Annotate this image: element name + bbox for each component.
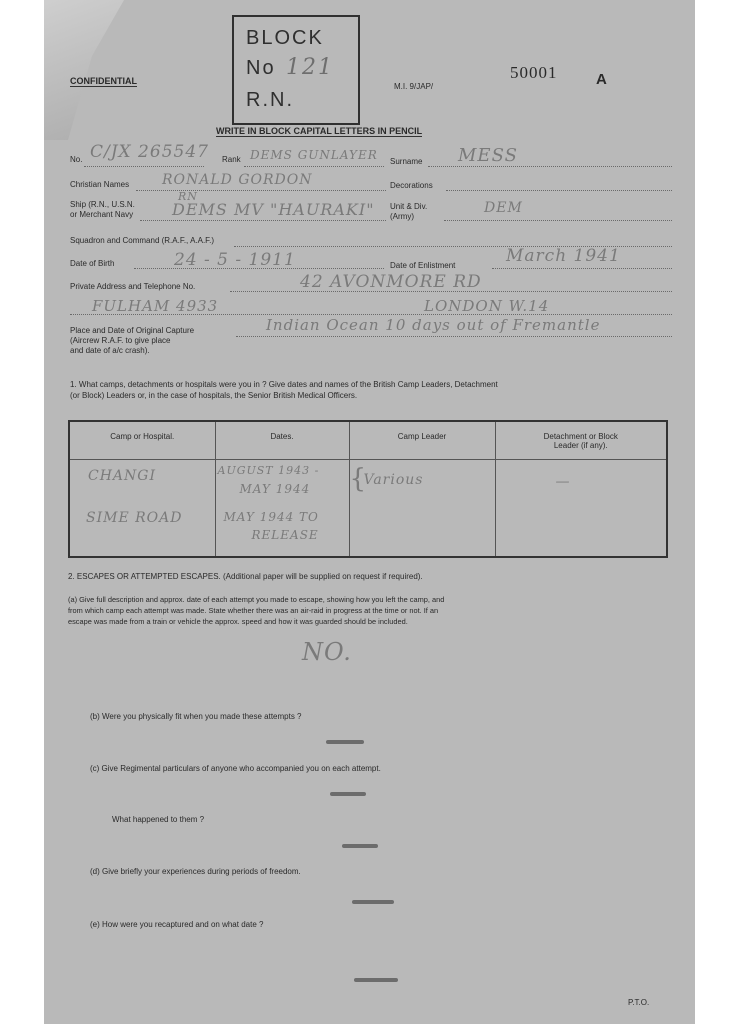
no-label: No. <box>70 155 83 164</box>
christian-label: Christian Names <box>70 180 130 189</box>
unit-label-1: Unit & Div. <box>390 202 428 211</box>
address-value: 42 AVONMORE RD <box>300 272 482 292</box>
serial-suffix: A <box>596 71 607 88</box>
q2-title: 2. ESCAPES OR ATTEMPTED ESCAPES. (Additional paper will be supplied on request if required). <box>68 572 423 581</box>
serial-number: 50001 <box>510 63 558 82</box>
detachment-cell <box>495 459 667 557</box>
ship-label-2: or Merchant Navy <box>70 210 134 219</box>
dates-1b: MAY 1944 <box>239 481 311 496</box>
q2a-line1: (a) Give full description and approx. date of each attempt you made to escape, showing how you left the camp, and <box>68 595 445 604</box>
christian-value: RONALD GORDON <box>162 172 313 188</box>
surname-value: MESS <box>458 145 518 166</box>
q2a-line2: from which camp each attempt was made. State whether there was an air-raid in progress at the time or not. If an <box>68 606 439 615</box>
detachment-1: — <box>555 473 571 490</box>
confidential-label: CONFIDENTIAL <box>70 76 137 86</box>
instruction-heading: WRITE IN BLOCK CAPITAL LETTERS IN PENCIL <box>216 126 423 136</box>
pto-label: P.T.O. <box>628 998 650 1007</box>
capture-label-2: (Aircrew R.A.F. to give place <box>70 336 171 345</box>
q2c: (c) Give Regimental particulars of anyone who accompanied you on each attempt. <box>90 764 381 773</box>
dates-2a: MAY 1944 TO <box>223 509 319 524</box>
leader-cell <box>349 459 495 557</box>
col-dates-header: Dates. <box>215 421 349 459</box>
capture-value: Indian Ocean 10 days out of Fremantle <box>266 316 601 334</box>
block-stamp <box>232 15 360 125</box>
q1-line2: (or Block) Leaders or, in the case of hospitals, the Senior British Medical Officers. <box>70 391 358 400</box>
camp-2: SIME ROAD <box>86 509 183 526</box>
col-detachment-header <box>495 421 667 459</box>
q2e: (e) How were you recaptured and on what date ? <box>90 920 264 929</box>
stamp-number-prefix: No <box>246 57 276 79</box>
unit-label-2: (Army) <box>390 212 414 221</box>
dob-value: 24 - 5 - 1911 <box>174 250 296 270</box>
table-header-row <box>69 421 667 459</box>
col-camp-header: Camp or Hospital. <box>69 421 215 459</box>
col-leader-header: Camp Leader <box>349 421 495 459</box>
col-detachment-header-1: Detachment or Block <box>543 432 618 441</box>
city-value: LONDON W.14 <box>424 297 550 315</box>
rank-value: DEMS GUNLAYER <box>250 148 378 162</box>
q2d-answer-dash <box>352 900 394 904</box>
no-value: C/JX 265547 <box>90 142 209 162</box>
form-page <box>44 0 695 1024</box>
stamp-block: BLOCK <box>246 27 324 49</box>
ship-value-top: RN <box>178 190 198 203</box>
camps-table <box>68 420 668 558</box>
q2c2-answer-dash <box>342 844 378 848</box>
surname-label: Surname <box>390 157 423 166</box>
q2d: (d) Give briefly your experiences during periods of freedom. <box>90 867 301 876</box>
unit-value: DEM <box>484 200 523 216</box>
q1-line1: 1. What camps, detachments or hospitals were you in ? Give dates and names of the British Camp Leaders, Detachment <box>70 380 498 389</box>
capture-label-1: Place and Date of Original Capture <box>70 326 195 335</box>
q2b: (b) Were you physically fit when you made these attempts ? <box>90 712 302 721</box>
rank-label: Rank <box>222 155 241 164</box>
dob-label: Date of Birth <box>70 259 115 268</box>
leader-brace: { <box>349 463 368 494</box>
stamp-number: 121 <box>286 55 334 80</box>
capture-label-3: and date of a/c crash). <box>70 346 150 355</box>
paper-fold <box>44 0 124 140</box>
squadron-label: Squadron and Command (R.A.F., A.A.F.) <box>70 236 215 245</box>
q2e-answer-dash <box>354 978 398 982</box>
form-code: M.I. 9/JAP/ <box>394 82 434 91</box>
leader-1: Various <box>363 471 424 488</box>
q2c-followup: What happened to them ? <box>112 815 205 824</box>
phone-value: FULHAM 4933 <box>92 297 219 315</box>
col-detachment-header-2: Leader (if any). <box>553 441 608 450</box>
ship-label-1: Ship (R.N., U.S.N. <box>70 200 135 209</box>
enlist-label: Date of Enlistment <box>390 261 456 270</box>
dates-2b: RELEASE <box>251 527 319 542</box>
dates-cell <box>215 459 349 557</box>
q2a-answer: NO. <box>302 638 352 666</box>
ship-value: DEMS MV "HAURAKI" <box>172 200 375 219</box>
q2a-line3: escape was made from a train or vehicle the approx. speed and how it was guarded should be included. <box>68 617 408 626</box>
dates-1a: AUGUST 1943 - <box>217 463 320 477</box>
q2b-answer-dash <box>326 740 364 744</box>
camp-1: CHANGI <box>88 467 156 484</box>
table-row <box>69 459 667 557</box>
address-label: Private Address and Telephone No. <box>70 282 196 291</box>
q2c-answer-dash <box>330 792 366 796</box>
camp-cell <box>69 459 215 557</box>
enlist-value: March 1941 <box>506 246 621 266</box>
decorations-label: Decorations <box>390 181 433 190</box>
stamp-rn: R.N. <box>246 89 294 111</box>
